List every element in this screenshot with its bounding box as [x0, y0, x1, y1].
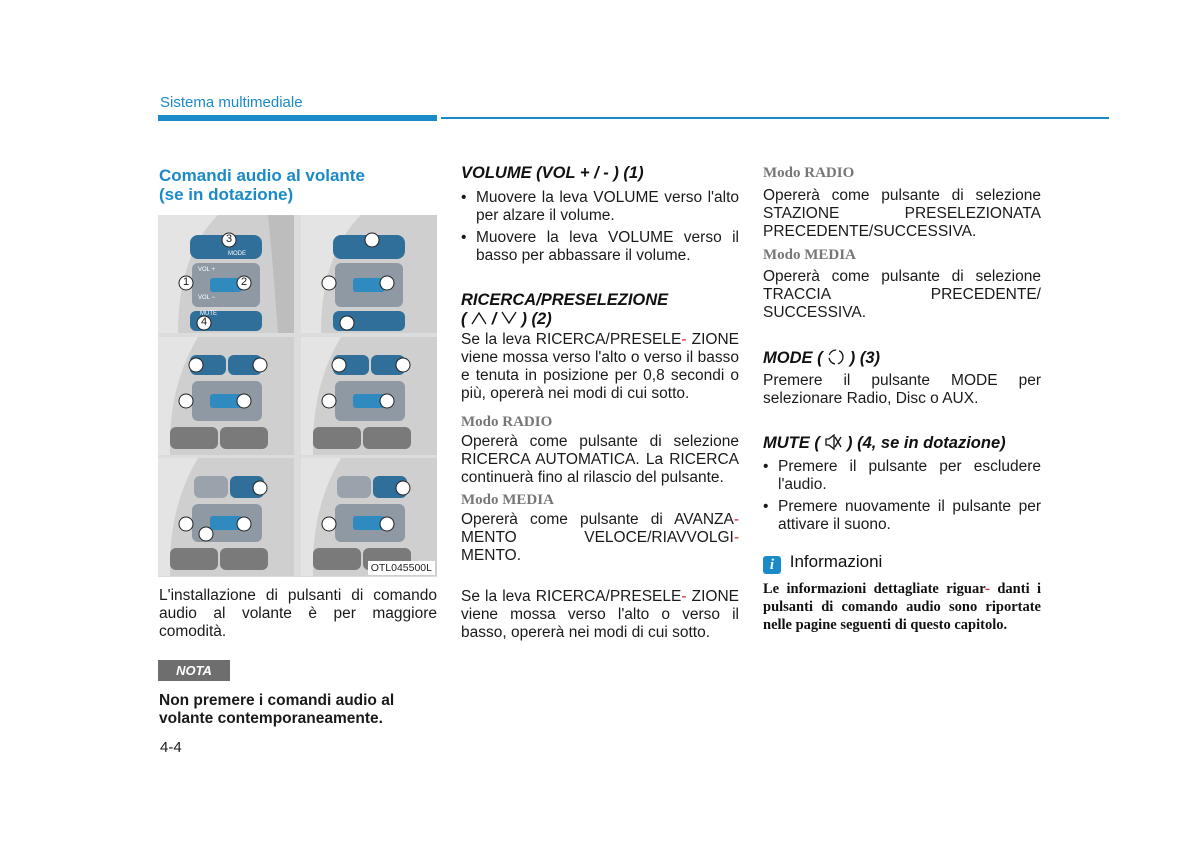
figure-panel-2	[301, 215, 437, 333]
callout-3: 3	[225, 233, 233, 245]
figure-panel-4	[301, 337, 437, 455]
media-body-mid: Opererà come pulsante di AVANZA- MENTO VELOCE/RIAVVOLGI- MENTO.	[461, 511, 739, 564]
vol-plus-label: VOL +	[198, 267, 215, 273]
volume-bullet-1: • Muovere la leva VOLUME verso l'alto per alzare il volume.	[461, 189, 739, 225]
chevron-down-icon	[501, 311, 517, 325]
figure-code: OTL045500L	[368, 561, 435, 575]
nota-badge: NOTA	[158, 660, 230, 681]
header-rule-thick	[158, 115, 437, 121]
radio-body-right: Opererà come pulsante di selezione STAZIONE PRESELEZIONATA PRECEDENTE/SUCCESSIVA.	[763, 187, 1041, 240]
info-title: Informazioni	[789, 552, 883, 571]
info-body: Le informazioni dettagliate riguar- danti i pulsanti di comando audio sono riportate nelle pagine seguenti di questo capitolo.	[763, 581, 1041, 633]
mode-heading: MODE ( ) (3)	[763, 349, 881, 367]
callout-1: 1	[182, 276, 190, 288]
ricerca-slash: /	[491, 310, 497, 328]
figure-panel-3	[158, 337, 294, 455]
middle-column	[461, 164, 739, 642]
header-rule-thin	[441, 117, 1109, 119]
modo-media-heading-right: Modo MEDIA	[763, 247, 856, 263]
modo-radio-heading-right: Modo RADIO	[763, 165, 855, 181]
callout-2: 2	[240, 276, 248, 288]
info-heading	[763, 552, 1041, 574]
mode-body: Premere il pulsante MODE per selezionare Radio, Disc o AUX.	[763, 372, 1041, 407]
ricerca-heading-line2	[461, 310, 739, 329]
info-icon: i	[763, 556, 781, 574]
volume-bullet-2: • Muovere la leva VOLUME verso il basso per abbassare il volume.	[461, 229, 739, 265]
radio-body-mid: Opererà come pulsante di selezione RICERCA AUTOMATICA. La RICERCA continuerà fino al rilascio del pulsante.	[461, 433, 739, 486]
ricerca-paren-open: (	[461, 310, 467, 328]
modo-radio-heading-mid: Modo RADIO	[461, 414, 553, 430]
intro-text: L'installazione di pulsanti di comando audio al volante è per maggiore comodità.	[159, 587, 437, 640]
right-column	[763, 164, 1041, 634]
ricerca-heading	[461, 291, 739, 329]
mute-bullet-1: • Premere il pulsante per escludere l'audio.	[763, 458, 1041, 494]
page-number: 4-4	[160, 739, 182, 756]
mute-button-label: MUTE	[200, 311, 217, 317]
ricerca-body: Se la leva RICERCA/PRESELE- ZIONE viene mossa verso l'alto o verso il basso e tenuta in posizione per 0,8 secondi o più, opererà nei modi di cui sotto.	[461, 331, 739, 402]
left-heading-line1: Comandi audio al volante	[159, 166, 365, 185]
figure-panel-6	[301, 458, 437, 576]
mute-bullet-2: • Premere nuovamente il pulsante per attivare il suono.	[763, 498, 1041, 534]
media-body-right: Opererà come pulsante di selezione TRACCIA PRECEDENTE/ SUCCESSIVA.	[763, 268, 1041, 321]
mute-heading: MUTE ( ) (4, se in dotazione)	[763, 434, 1006, 452]
callout-4: 4	[200, 316, 208, 328]
mode-cycle-icon	[827, 348, 845, 366]
section-title: Sistema multimediale	[160, 94, 303, 111]
figure-panel-5	[158, 458, 294, 576]
steering-controls-figure	[158, 215, 437, 577]
left-heading	[159, 166, 439, 204]
left-heading-line2: (se in dotazione)	[159, 185, 294, 204]
ricerca-paren-close: ) (2)	[521, 310, 552, 328]
mode-button-label: MODE	[228, 251, 246, 257]
mute-speaker-icon	[824, 434, 842, 450]
ricerca-heading-line1: RICERCA/PRESELEZIONE	[461, 291, 669, 309]
volume-heading: VOLUME (VOL + / - ) (1)	[461, 164, 644, 182]
nota-text: Non premere i comandi audio al volante contemporaneamente.	[159, 692, 395, 727]
second-ricerca-body: Se la leva RICERCA/PRESELE- ZIONE viene mossa verso l'alto o verso il basso, opererà nei modi di cui sotto.	[461, 588, 739, 641]
vol-minus-label: VOL −	[198, 295, 215, 301]
chevron-up-icon	[471, 311, 487, 325]
modo-media-heading-mid: Modo MEDIA	[461, 492, 554, 508]
